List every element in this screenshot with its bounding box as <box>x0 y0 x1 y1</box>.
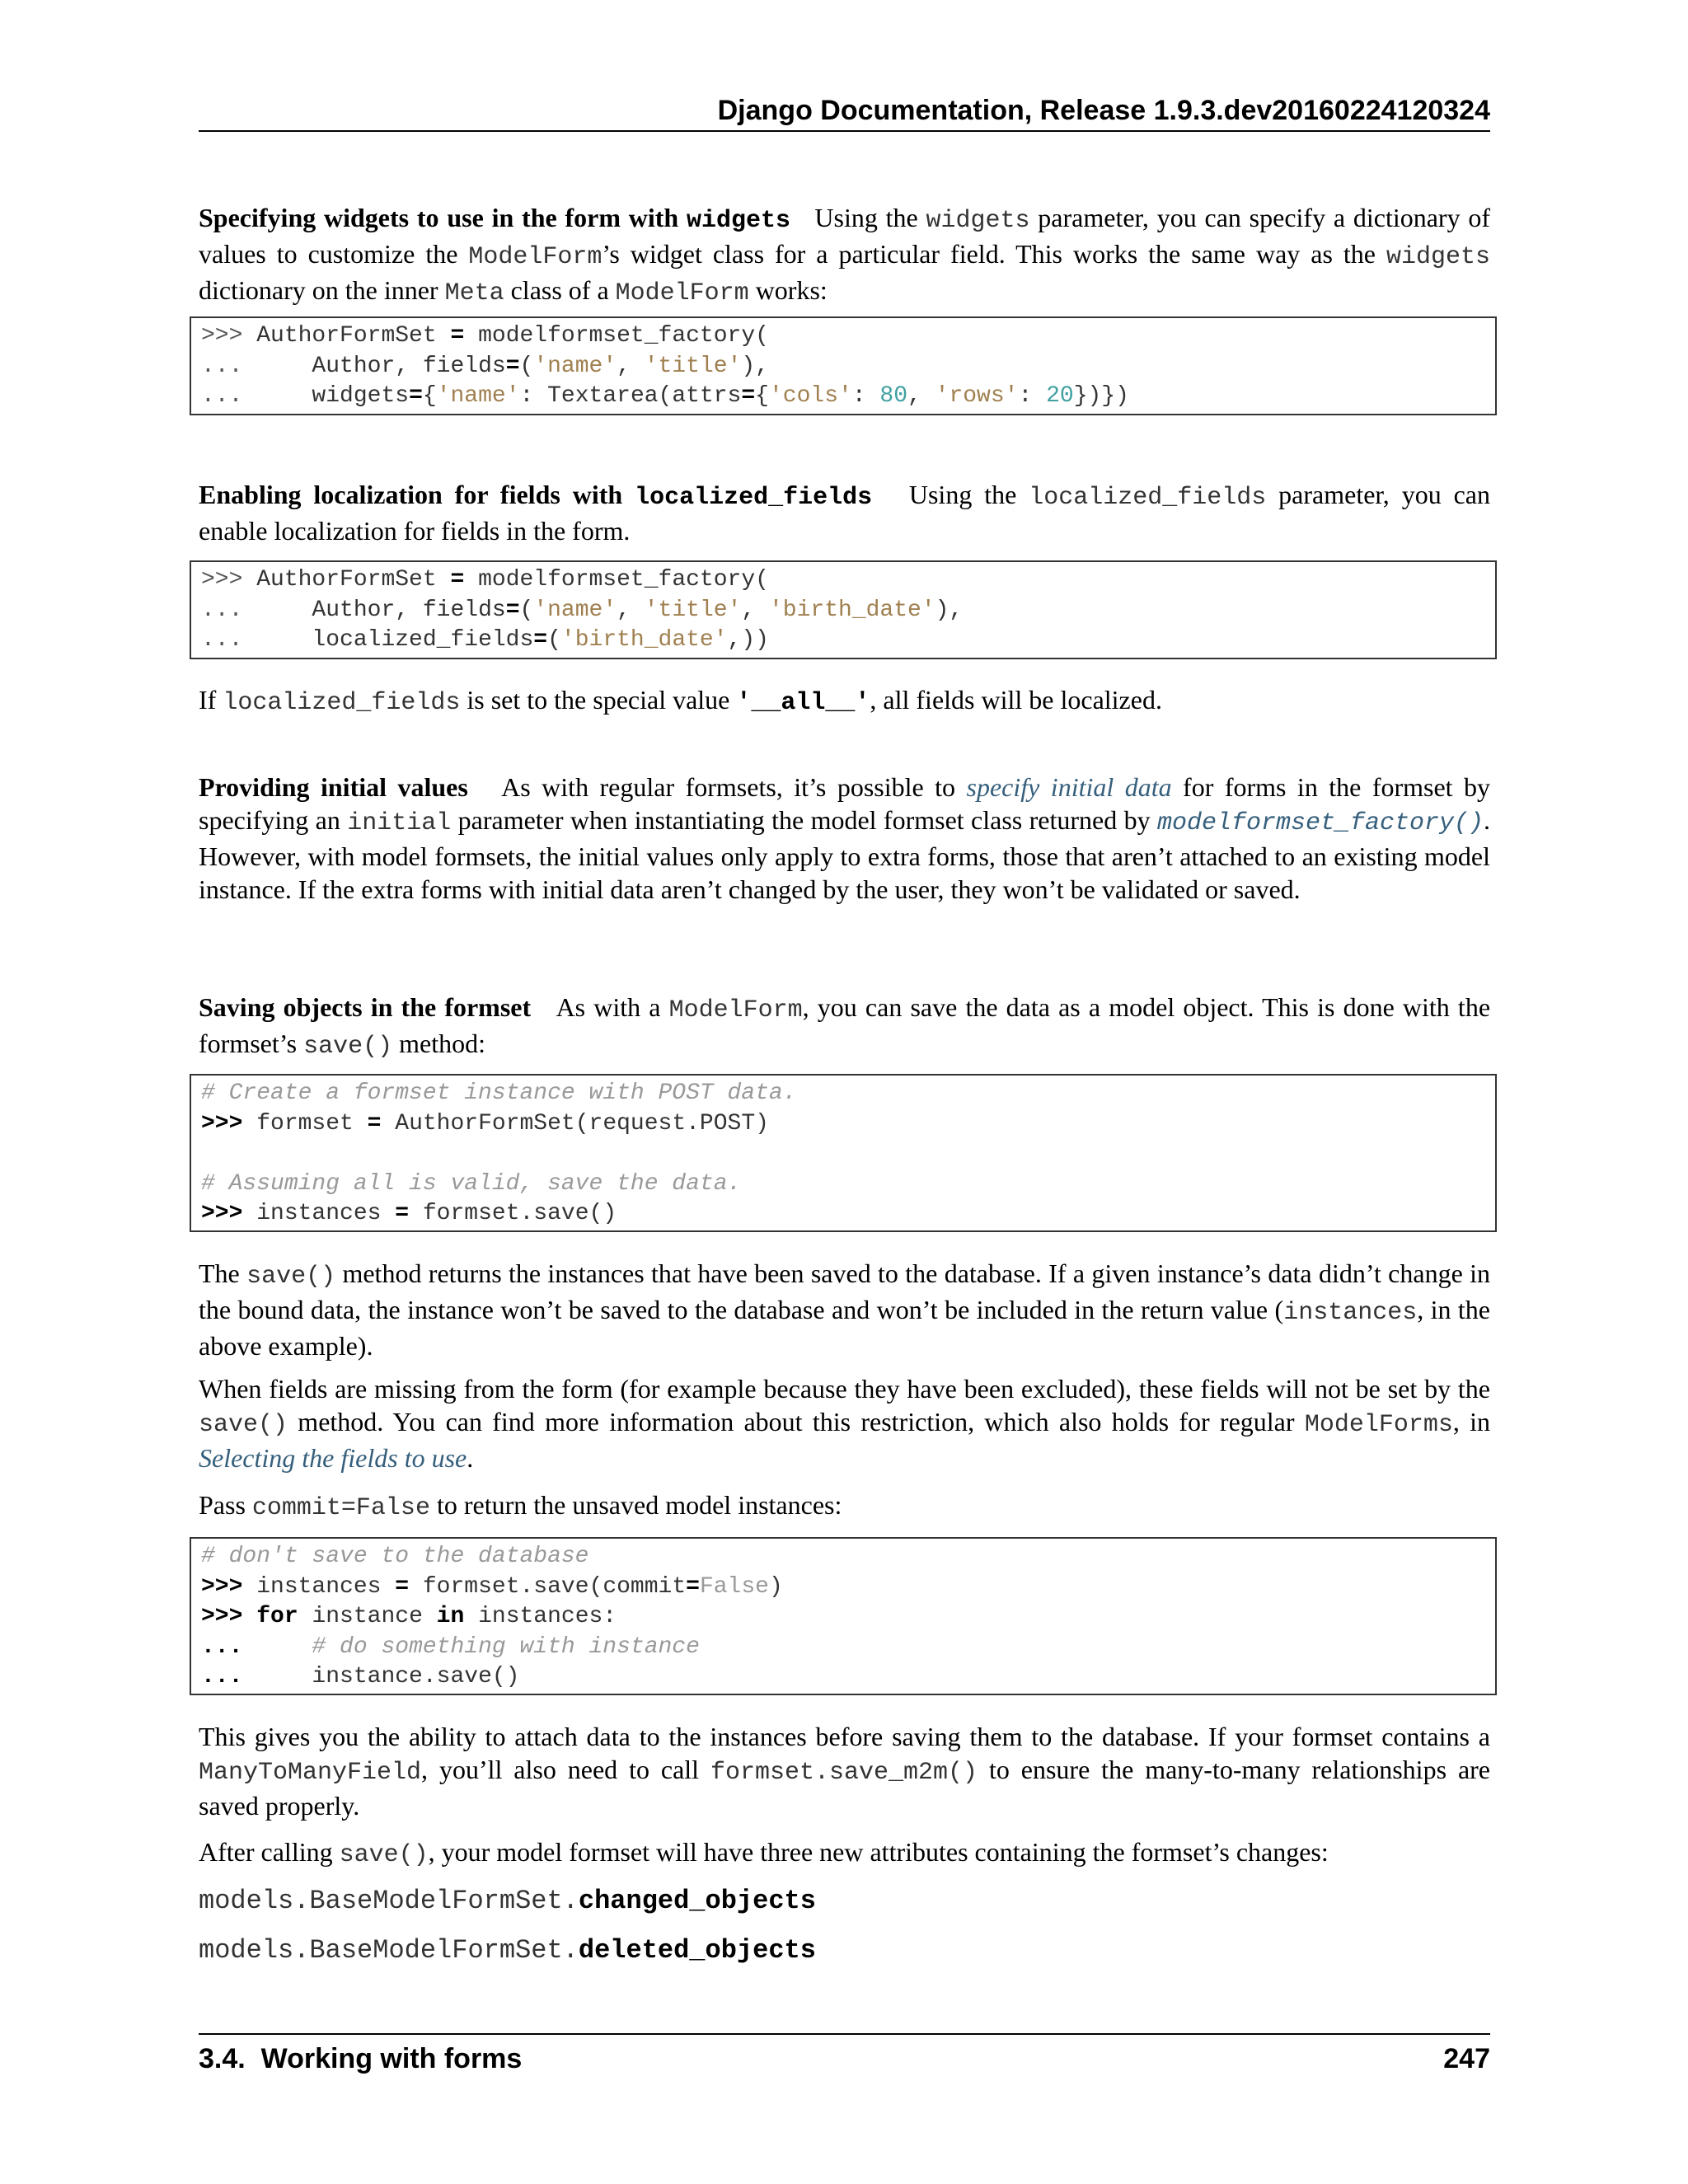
code-line: ... localized_fields=('birth_date',)) <box>201 627 769 653</box>
initial-values-heading: Providing initial values <box>199 772 468 802</box>
code-line: # Assuming all is valid, save the data. <box>201 1170 742 1197</box>
code-line: >>> for instance in instances: <box>201 1604 617 1629</box>
code-line: >>> instances = formset.save() <box>201 1201 617 1226</box>
code-line: ... Author, fields=('name', 'title'), <box>201 353 769 379</box>
modelformset-factory-link[interactable]: modelformset_factory() <box>1156 809 1484 837</box>
code-block-widgets <box>190 316 1497 415</box>
code-line: ... widgets={'name': Textarea(attrs={'cols': 80, 'rows': 20})}) <box>201 383 1129 409</box>
footer-section-title: 3.4. Working with forms <box>199 2043 523 2074</box>
saving-section: Saving objects in the formset As with a ModelForm, you can save the data as a model object. This is done with the formset’s save() method: <box>199 992 1491 1061</box>
commit-paragraph: Pass commit=False to return the unsaved model instances: <box>199 1490 842 1522</box>
code-line: >>> formset = AuthorFormSet(request.POST) <box>201 1110 769 1137</box>
localization-note: If localized_fields is set to the special value '__all__', all fields will be localized. <box>199 685 1162 717</box>
running-footer <box>199 2041 1490 2077</box>
running-header: Django Documentation, Release 1.9.3.dev20160224120324 <box>717 95 1490 126</box>
specify-initial-data-link[interactable]: specify initial data <box>966 772 1172 802</box>
localization-paragraph: Enabling localization for fields with localized_fields Using the localized_fields parameter, you can enable localization for fields in the form. <box>199 480 1491 546</box>
code-block-commit <box>190 1537 1497 1695</box>
code-line: ... # do something with instance <box>201 1633 700 1660</box>
code-line: # don't save to the database <box>201 1544 589 1569</box>
header-rule <box>199 130 1490 132</box>
code-line <box>201 1139 1487 1169</box>
after-save-paragraph: After calling save(), your model formset will have three new attributes containing the formset’s changes: <box>199 1837 1329 1869</box>
selecting-fields-link[interactable]: Selecting the fields to use <box>199 1443 467 1473</box>
code-line: >>> instances = formset.save(commit=False) <box>201 1573 783 1600</box>
widgets-paragraph: Specifying widgets to use in the form with widgets Using the widgets parameter, you can specify a dictionary of values to customize the ModelForm’s widget class for a particular field. This works the same way as the widgets dictionary on the inner Meta class of a ModelForm works: <box>199 203 1491 307</box>
code-block-localization <box>190 560 1497 659</box>
attribute-changed-objects: models.BaseModelFormSet.changed_objects <box>199 1886 816 1916</box>
save-method-paragraph: The save() method returns the instances that have been saved to the database. If a given instance’s data didn’t change in the bound data, the instance won’t be saved to the database and won’t be included in the return value (instances, in the above example). <box>199 1258 1491 1361</box>
widgets-section <box>199 201 1490 310</box>
initial-values-section: Providing initial values As with regular formsets, it’s possible to specify initial data for forms in the formset by specifying an initial parameter when instantiating the model formset class returned by modelformset_factory(). However, with model formsets, the initial values only apply to extra forms, those that aren’t attached to an existing model instance. If the extra forms with initial data aren’t changed by the user, they won’t be validated or saved. <box>199 772 1491 904</box>
code-line: ... instance.save() <box>201 1664 520 1690</box>
page-number: 247 <box>1443 2043 1490 2074</box>
missing-fields-paragraph: When fields are missing from the form (for example because they have been excluded), these fields will not be set by the save() method. You can find more information about this restriction, which also holds for regular ModelForms, in Selecting the fields to use. <box>199 1374 1491 1473</box>
widgets-heading: Specifying widgets to use in the form with widgets <box>199 203 791 235</box>
code-block-save <box>190 1074 1497 1232</box>
localization-heading: Enabling localization for fields with localized_fields <box>199 480 873 512</box>
code-line: >>> AuthorFormSet = modelformset_factory( <box>201 323 769 349</box>
attribute-deleted-objects: models.BaseModelFormSet.deleted_objects <box>199 1935 816 1966</box>
footer-rule <box>199 2033 1490 2035</box>
attach-data-paragraph: This gives you the ability to attach data to the instances before saving them to the database. If your formset contains a ManyToManyField, you’ll also need to call formset.save_m2m() to ensure the many-to-many relationships are saved properly. <box>199 1722 1490 1821</box>
code-line: >>> AuthorFormSet = modelformset_factory( <box>201 567 769 593</box>
code-line: # Create a formset instance with POST data. <box>201 1080 797 1106</box>
saving-heading: Saving objects in the formset <box>199 992 532 1022</box>
localization-section <box>199 478 1490 547</box>
code-line: ... Author, fields=('name', 'title', 'birth_date'), <box>201 597 964 623</box>
